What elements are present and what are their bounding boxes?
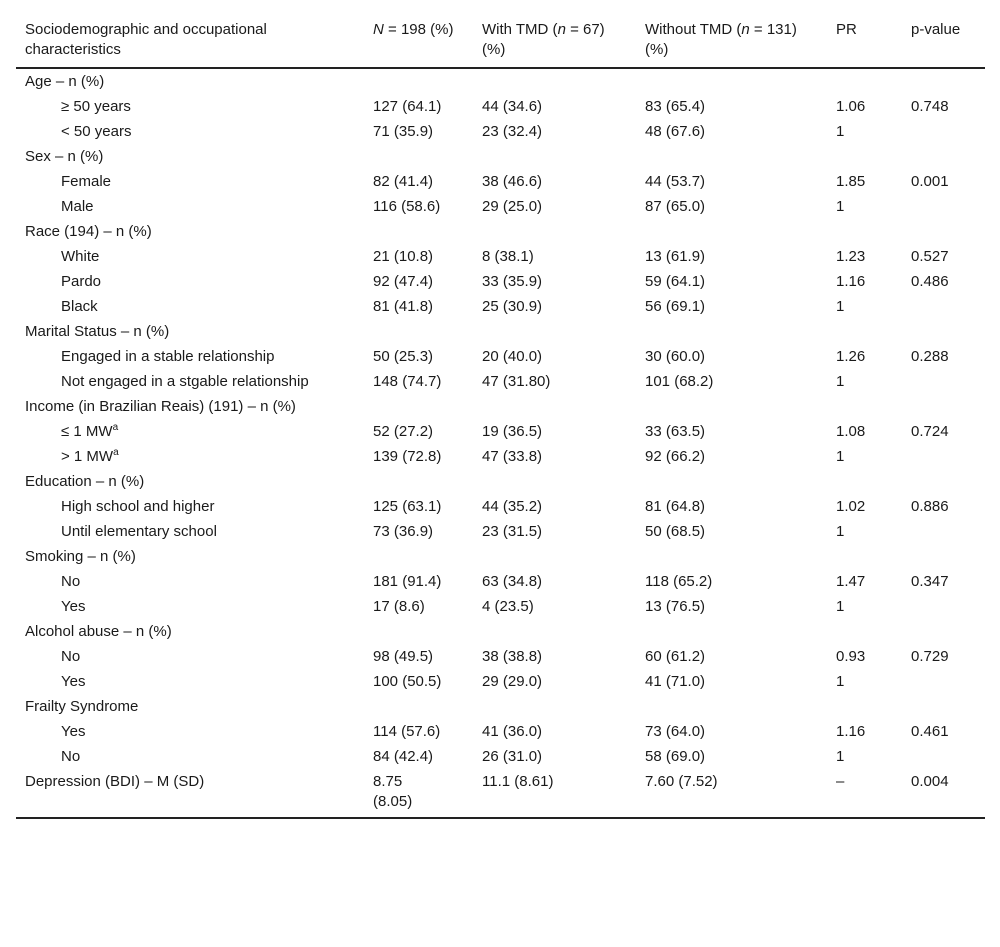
empty-cell (473, 544, 636, 569)
group-label: Frailty Syndrome (25, 698, 139, 715)
cell-with-tmd: 8 (38.1) (482, 248, 534, 265)
cell-pvalue: 0.886 (911, 498, 949, 515)
empty-cell (364, 619, 473, 644)
cell-with-tmd: 29 (29.0) (482, 673, 543, 690)
table-row (16, 369, 985, 394)
cell-pr: 1 (836, 373, 845, 390)
cell-without-tmd: 58 (69.0) (645, 748, 706, 765)
empty-cell (636, 219, 827, 244)
empty-cell (902, 68, 985, 94)
empty-cell (364, 694, 473, 719)
cell-pvalue (902, 119, 985, 144)
empty-cell (827, 319, 902, 344)
empty-cell (636, 544, 827, 569)
row-label: Black (61, 298, 98, 315)
header-n-total: N = 198 (%) (364, 14, 473, 68)
table-row (16, 669, 985, 694)
cell-without-tmd: 60 (61.2) (645, 648, 706, 665)
group-row (16, 219, 985, 244)
header-pr: PR (827, 14, 902, 68)
table-row (16, 494, 985, 519)
empty-cell (827, 544, 902, 569)
cell-pr: 1.23 (836, 248, 866, 265)
table-row (16, 269, 985, 294)
cell-pr: 1.47 (836, 573, 866, 590)
table-row (16, 94, 985, 119)
cell-pvalue: 0.288 (911, 348, 949, 365)
cell-pvalue: 0.004 (902, 769, 985, 818)
cell-without-tmd: 101 (68.2) (645, 373, 714, 390)
row-label: < 50 years (61, 123, 132, 140)
cell-pr: 1 (836, 748, 845, 765)
empty-cell (364, 394, 473, 419)
group-label: Marital Status – n (%) (25, 323, 170, 340)
cell-n-total: 84 (42.4) (373, 748, 434, 765)
empty-cell (636, 694, 827, 719)
empty-cell (902, 144, 985, 169)
empty-cell (473, 619, 636, 644)
empty-cell (827, 219, 902, 244)
cell-pvalue (902, 194, 985, 219)
empty-cell (473, 319, 636, 344)
empty-cell (636, 144, 827, 169)
cell-pr: 1 (836, 298, 845, 315)
group-row (16, 68, 985, 94)
empty-cell (636, 469, 827, 494)
cell-pvalue: 0.748 (911, 98, 949, 115)
cell-without-tmd: 56 (69.1) (645, 298, 706, 315)
cell-with-tmd: 38 (46.6) (482, 173, 543, 190)
cell-pr: 1.26 (836, 348, 866, 365)
cell-n-total: 139 (72.8) (373, 448, 442, 465)
footnote-marker: a (113, 447, 119, 458)
group-row (16, 144, 985, 169)
row-label: White (61, 248, 100, 265)
table-row (16, 169, 985, 194)
group-label: Sex – n (%) (25, 148, 104, 165)
cell-pr: 1 (836, 598, 845, 615)
table-row (16, 344, 985, 369)
cell-without-tmd: 81 (64.8) (645, 498, 706, 515)
cell-pvalue: 0.347 (911, 573, 949, 590)
table-row (16, 519, 985, 544)
empty-cell (902, 694, 985, 719)
cell-with-tmd: 20 (40.0) (482, 348, 543, 365)
cell-without-tmd: 13 (61.9) (645, 248, 706, 265)
cell-without-tmd: 50 (68.5) (645, 523, 706, 540)
cell-with-tmd: 19 (36.5) (482, 423, 543, 440)
table-row (16, 119, 985, 144)
group-row (16, 469, 985, 494)
group-label: Race (194) – n (%) (25, 223, 152, 240)
empty-cell (902, 394, 985, 419)
row-label: No (61, 648, 81, 665)
cell-n-total: 73 (36.9) (373, 523, 434, 540)
row-label: High school and higher (61, 498, 215, 515)
group-row (16, 694, 985, 719)
row-label: Yes (61, 673, 86, 690)
cell-n-total: 52 (27.2) (373, 423, 434, 440)
table-row (16, 419, 985, 444)
cell-with-tmd: 25 (30.9) (482, 298, 543, 315)
cell-pr: 1 (836, 123, 845, 140)
empty-cell (636, 619, 827, 644)
table-row (16, 719, 985, 744)
cell-pvalue: 0.001 (911, 173, 949, 190)
cell-pvalue: 0.461 (911, 723, 949, 740)
cell-with-tmd: 33 (35.9) (482, 273, 543, 290)
group-label: Education – n (%) (25, 473, 145, 490)
cell-n-total: 92 (47.4) (373, 273, 434, 290)
empty-cell (827, 394, 902, 419)
cell-without-tmd: 13 (76.5) (645, 598, 706, 615)
cell-with-tmd: 29 (25.0) (482, 198, 543, 215)
cell-pr: 1 (836, 448, 845, 465)
cell-pvalue: 0.486 (911, 273, 949, 290)
table-row (16, 644, 985, 669)
cell-pr: 1.08 (836, 423, 866, 440)
table-row (16, 294, 985, 319)
table-row (16, 244, 985, 269)
table-row (16, 444, 985, 469)
cell-without-tmd: 7.60 (7.52) (636, 769, 827, 818)
cell-n-total: 82 (41.4) (373, 173, 434, 190)
empty-cell (827, 144, 902, 169)
cell-without-tmd: 92 (66.2) (645, 448, 706, 465)
cell-pvalue: 0.729 (911, 648, 949, 665)
cell-without-tmd: 30 (60.0) (645, 348, 706, 365)
group-row (16, 394, 985, 419)
empty-cell (902, 319, 985, 344)
cell-n-total: 81 (41.8) (373, 298, 434, 315)
header-without-tmd: Without TMD (n = 131) (%) (636, 14, 827, 68)
empty-cell (364, 219, 473, 244)
cell-pvalue (902, 744, 985, 769)
cell-pr: 1.85 (836, 173, 866, 190)
row-label: No (61, 573, 81, 590)
cell-without-tmd: 48 (67.6) (645, 123, 706, 140)
cell-n-total: 148 (74.7) (373, 373, 442, 390)
cell-pr: 1 (836, 523, 845, 540)
row-label: Female (61, 173, 112, 190)
empty-cell (473, 394, 636, 419)
empty-cell (364, 544, 473, 569)
cell-without-tmd: 118 (65.2) (645, 573, 713, 590)
cell-pr: 0.93 (836, 648, 866, 665)
cell-pvalue (902, 519, 985, 544)
group-row (16, 319, 985, 344)
cell-without-tmd: 83 (65.4) (645, 98, 706, 115)
row-label: Not engaged in a stgable relationship (61, 373, 309, 390)
row-label: ≥ 50 years (61, 98, 131, 115)
cell-n-total: 71 (35.9) (373, 123, 434, 140)
empty-cell (473, 144, 636, 169)
cell-with-tmd: 4 (23.5) (482, 598, 534, 615)
cell-with-tmd: 23 (32.4) (482, 123, 543, 140)
header-with-tmd: With TMD (n = 67) (%) (473, 14, 636, 68)
row-label: ≤ 1 $MW^a$ (61, 422, 119, 440)
group-row (16, 544, 985, 569)
cell-pvalue (902, 594, 985, 619)
cell-pr: 1.06 (836, 98, 866, 115)
cell-n-total: 21 (10.8) (373, 248, 434, 265)
cell-pvalue (902, 294, 985, 319)
cell-without-tmd: 44 (53.7) (645, 173, 706, 190)
cell-n-total: 17 (8.6) (373, 598, 425, 615)
empty-cell (473, 219, 636, 244)
cell-with-tmd: 44 (35.2) (482, 498, 543, 515)
empty-cell (364, 469, 473, 494)
cell-pr: 1.16 (836, 723, 866, 740)
empty-cell (902, 469, 985, 494)
cell-n-total: 50 (25.3) (373, 348, 434, 365)
row-label: Until elementary school (61, 523, 217, 540)
row-label: No (61, 748, 81, 765)
header-pvalue: p-value (902, 14, 985, 68)
cell-with-tmd: 38 (38.8) (482, 648, 543, 665)
cell-with-tmd: 63 (34.8) (482, 573, 543, 590)
header-row (16, 14, 985, 68)
group-label: Alcohol abuse – n (%) (25, 623, 172, 640)
empty-cell (902, 619, 985, 644)
header-characteristics: Sociodemographic and occupational characteristics (16, 14, 364, 68)
empty-cell (473, 469, 636, 494)
cell-without-tmd: 41 (71.0) (645, 673, 706, 690)
empty-cell (364, 319, 473, 344)
group-row (16, 619, 985, 644)
empty-cell (827, 619, 902, 644)
table-row (16, 569, 985, 594)
cell-pvalue (902, 369, 985, 394)
cell-with-tmd: 26 (31.0) (482, 748, 543, 765)
cell-with-tmd: 23 (31.5) (482, 523, 543, 540)
cell-without-tmd: 73 (64.0) (645, 723, 706, 740)
cell-pvalue: 0.724 (911, 423, 949, 440)
empty-cell (636, 68, 827, 94)
empty-cell (827, 68, 902, 94)
row-label: Pardo (61, 273, 102, 290)
cell-n-total: 100 (50.5) (373, 673, 442, 690)
group-label: Age – n (%) (25, 73, 105, 90)
footnote-marker: a (112, 422, 119, 433)
cell-n-total: 127 (64.1) (373, 98, 442, 115)
cell-n-total: 181 (91.4) (373, 573, 442, 590)
cell-without-tmd: 33 (63.5) (645, 423, 706, 440)
empty-cell (827, 694, 902, 719)
cell-with-tmd: 41 (36.0) (482, 723, 543, 740)
cell-with-tmd: 47 (33.8) (482, 448, 543, 465)
row-label: Engaged in a stable relationship (61, 348, 275, 365)
cell-pvalue: 0.527 (911, 248, 949, 265)
row-label: Yes (61, 723, 86, 740)
cell-pr: 1.02 (836, 498, 866, 515)
table-row (16, 744, 985, 769)
cell-pvalue (902, 444, 985, 469)
cell-pr: 1.16 (836, 273, 866, 290)
empty-cell (636, 394, 827, 419)
cell-pvalue (902, 669, 985, 694)
table-row (16, 594, 985, 619)
empty-cell (636, 319, 827, 344)
cell-pr: – (827, 769, 902, 818)
cell-n-total: 98 (49.5) (373, 648, 434, 665)
cell-n-total: 114 (57.6) (373, 723, 441, 740)
cell-with-tmd: 11.1 (8.61) (473, 769, 636, 818)
sociodemographic-table (16, 14, 985, 819)
cell-n-total: 8.75 (8.05) (364, 769, 473, 818)
row-label: > 1 $MW^a$ (61, 447, 119, 465)
cell-n-total: 125 (63.1) (373, 498, 442, 515)
group-label: Income (in Brazilian Reais) (191) – n (%) (25, 398, 296, 415)
empty-cell (364, 68, 473, 94)
cell-without-tmd: 87 (65.0) (645, 198, 706, 215)
empty-cell (902, 544, 985, 569)
empty-cell (902, 219, 985, 244)
cell-without-tmd: 59 (64.1) (645, 273, 706, 290)
cell-with-tmd: 47 (31.80) (482, 373, 551, 390)
row-label: Male (61, 198, 94, 215)
row-label: Yes (61, 598, 86, 615)
cell-with-tmd: 44 (34.6) (482, 98, 543, 115)
cell-pr: 1 (836, 198, 845, 215)
row-label: Depression (BDI) – M (SD) (16, 769, 364, 818)
table-row (16, 194, 985, 219)
cell-pr: 1 (836, 673, 845, 690)
cell-n-total: 116 (58.6) (373, 198, 441, 215)
empty-cell (364, 144, 473, 169)
empty-cell (473, 694, 636, 719)
empty-cell (473, 68, 636, 94)
table-row (16, 769, 985, 818)
empty-cell (827, 469, 902, 494)
group-label: Smoking – n (%) (25, 548, 136, 565)
